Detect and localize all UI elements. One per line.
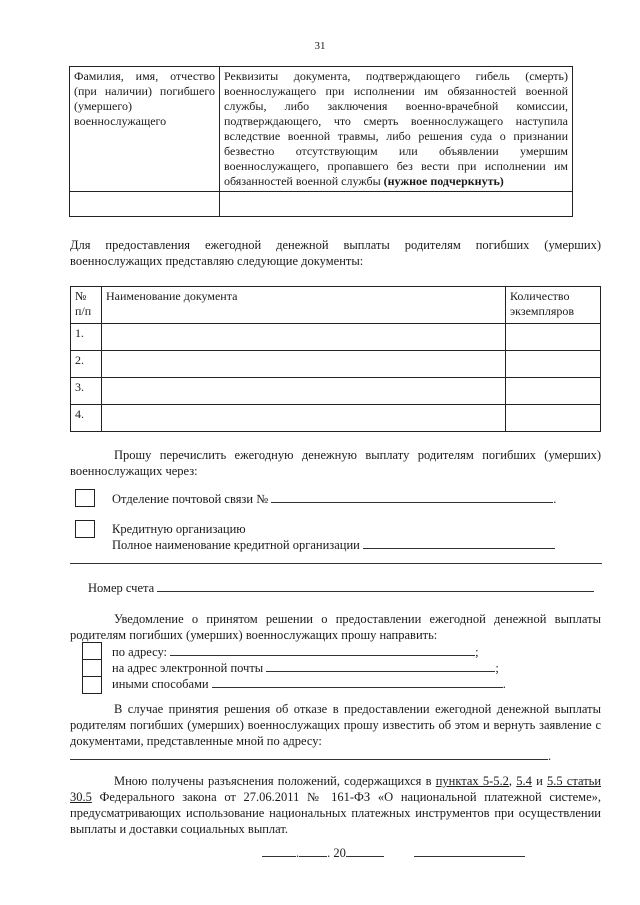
col-name-header [102,287,506,324]
table-row [71,378,601,405]
final-rest: Федерального закона от 27.06.2011 № 161-ФЗ «О национальной платежной системе», предусматривающих использование национальных платежных инструментов при осуществлении выплаты и доставки социальных выплат. [70,790,601,836]
docs-intro: Для предоставления ежегодной денежной выплаты родителям погибших (умерших) военнослужащих представляю следующие документы: [70,238,601,268]
date-year-field[interactable] [346,846,384,857]
and-word: и [536,774,543,788]
notify-options: по адресу: ; на адрес электронной почты ; иными способами . [112,645,506,691]
signature-field[interactable] [414,846,525,857]
account-label: Номер счета [88,581,155,595]
comma: , [508,774,513,788]
col-qty-label: Количество экземпляров [510,289,575,318]
post-office-checkbox[interactable] [75,489,95,507]
refusal-text: В случае принятия решения об отказе в предоставлении ежегодной денежной выплаты родителям погибших (умерших) военнослужащих прошу известить об этом и вернуть заявление с документами, представленные мной по адресу: [70,702,601,748]
doc-name-cell[interactable] [102,378,506,405]
post-office-row: Отделение почтовой связи № . [112,492,557,506]
underline-note: (нужное подчеркнуть) [383,174,504,188]
row-num: 2. [71,351,102,378]
page-number: 31 [314,40,326,52]
notify-address-field[interactable] [170,645,475,656]
doc-name-cell[interactable] [102,405,506,432]
row-num: 3. [71,378,102,405]
notify-other-field[interactable] [212,677,503,688]
col-num-header [71,287,102,324]
deceased-info-table [69,66,573,217]
post-office-number-field[interactable] [271,492,553,503]
notify-email-label: на адрес электронной почты [112,661,264,675]
credit-org-name-label: Полное наименование кредитной организации [112,538,360,552]
col-num-label: № п/п [75,289,92,318]
final-statement [70,773,601,837]
name-header-text: Фамилия, имя, отчество (при наличии) погибшего (умершего) военнослужащего [74,69,215,128]
credit-org-extra-line[interactable] [70,563,602,564]
credit-org-checkbox[interactable] [75,520,95,538]
date-row: . . 20 [262,846,384,861]
notify-text: Уведомление о принятом решении о предоставлении ежегодной денежной выплаты родителям погибших (умерших) военнослужащих прошу направить: [70,612,601,642]
document-header-cell [220,67,573,192]
notify-address-label: по адресу: [112,645,168,659]
law-link-5-5-2[interactable]: пунктах 5-5.2 [435,774,509,788]
law-link-5-4[interactable]: 5.4 [516,774,532,788]
table-row [71,351,601,378]
date-month-field[interactable] [299,846,327,857]
date-year-prefix: 20 [333,846,346,860]
refusal-address-row: . [70,749,551,764]
table-row [71,324,601,351]
credit-org-name-field[interactable] [363,538,555,549]
name-input-cell[interactable] [70,192,220,217]
name-header-cell [70,67,220,192]
date-day-field[interactable] [262,846,296,857]
col-name-label: Наименование документа [106,289,238,303]
row-num: 4. [71,405,102,432]
documents-table [70,286,601,432]
post-office-label: Отделение почтовой связи № [112,492,269,506]
notify-address-checkbox[interactable] [83,643,101,660]
credit-org-name-row [112,538,572,553]
notify-email-checkbox[interactable] [83,660,101,677]
final-lead: Мною получены разъяснения положений, содержащихся в [114,774,432,788]
doc-qty-cell[interactable] [506,324,601,351]
notify-checkbox-group [82,642,102,694]
doc-qty-cell[interactable] [506,351,601,378]
notify-email-field[interactable] [266,661,495,672]
law-link-5-5-article-30-5[interactable]: 5.5 статьи 30.5 [70,774,602,804]
notify-other-label: иными способами [112,677,209,691]
signature-row [414,846,525,861]
row-num: 1. [71,324,102,351]
refusal-address-field[interactable] [70,749,548,760]
document-input-cell[interactable] [220,192,573,217]
doc-qty-cell[interactable] [506,405,601,432]
col-qty-header [506,287,601,324]
transfer-text: Прошу перечислить ежегодную денежную выплату родителям погибших (умерших) военнослужащих через: [70,448,601,478]
table-row [71,405,601,432]
doc-name-cell[interactable] [102,324,506,351]
credit-org-label: Кредитную организацию [112,522,246,536]
doc-qty-cell[interactable] [506,378,601,405]
doc-name-cell[interactable] [102,351,506,378]
account-field[interactable] [157,581,594,592]
document-header-text: Реквизиты документа, подтверждающего гибель (смерть) военнослужащего при исполнении им обязанностей военной службы, либо заключения военно-врачебной комиссии, подтверждающего, что смерть военнослужащего наступила вследствие военной травмы, либо решения суда о признании безвестно отсутствующим или объявлении умершим военнослужащего, пропавшего без вести при исполнении им обязанностей военной службы [224,69,568,188]
account-row [88,581,602,596]
notify-other-checkbox[interactable] [83,677,101,693]
